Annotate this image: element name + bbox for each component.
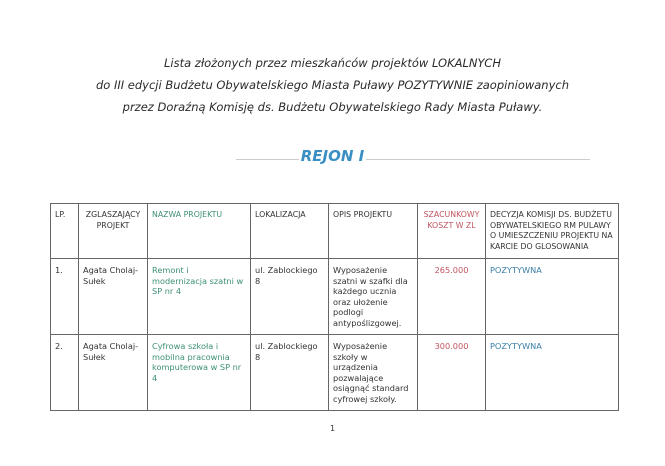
header-project-name: NAZWA PROJEKTU — [148, 204, 251, 259]
cell-location: ul. Zablockiego 8 — [251, 335, 329, 411]
header-submitter: ZGLASZAJĄCY PROJEKT — [79, 204, 148, 259]
header-decision: DECYZJA KOMISJI DS. BUDŻETU OBYWATELSKIEGO RM PULAWY O UMIESZCZENIU PROJEKTU NA KARCIE DO GLOSOWANIA — [486, 204, 619, 259]
cell-project-name: Cyfrowa szkoła i mobilna pracownia komputerowa w SP nr 4 — [148, 335, 251, 411]
cell-location: ul. Zablockiego 8 — [251, 259, 329, 335]
cell-decision: POZYTYWNA — [486, 335, 619, 411]
document-title — [0, 52, 665, 118]
cell-description: Wyposażenie szatni w szafki dla każdego ucznia oraz ułożenie podlogi antypoślizgowej. — [329, 259, 418, 335]
title-line: do III edycji Budżetu Obywatelskiego Miasta Puławy POZYTYWNIE zaopiniowanych — [95, 78, 570, 92]
cell-decision: POZYTYWNA — [486, 259, 619, 335]
cell-submitter: Agata Cholaj-Sułek — [79, 335, 148, 411]
header-cost: SZACUNKOWY KOSZT W ZL — [418, 204, 486, 259]
cell-cost: 300.000 — [418, 335, 486, 411]
cell-cost: 265.000 — [418, 259, 486, 335]
header-lp: LP. — [51, 204, 79, 259]
table-row — [51, 259, 619, 335]
cell-description: Wyposażenie szkoły w urządzenia pozwalające osiągnąć standard cyfrowej szkoły. — [329, 335, 418, 411]
cell-lp: 1. — [51, 259, 79, 335]
section-heading: REJON I — [300, 147, 365, 165]
page-number: 1 — [329, 424, 336, 433]
projects-table — [50, 203, 619, 411]
title-line: Lista złożonych przez mieszkańców projektów LOKALNYCH — [164, 56, 501, 70]
cell-submitter: Agata Cholaj-Sułek — [79, 259, 148, 335]
table-header-row — [51, 204, 619, 259]
header-description: OPIS PROJEKTU — [329, 204, 418, 259]
header-location: LOKALIZACJA — [251, 204, 329, 259]
table-row — [51, 335, 619, 411]
title-line: przez Doraźną Komisję ds. Budżetu Obywatelskiego Rady Miasta Puławy. — [122, 100, 543, 114]
cell-project-name: Remont i modernizacja szatni w SP nr 4 — [148, 259, 251, 335]
cell-lp: 2. — [51, 335, 79, 411]
